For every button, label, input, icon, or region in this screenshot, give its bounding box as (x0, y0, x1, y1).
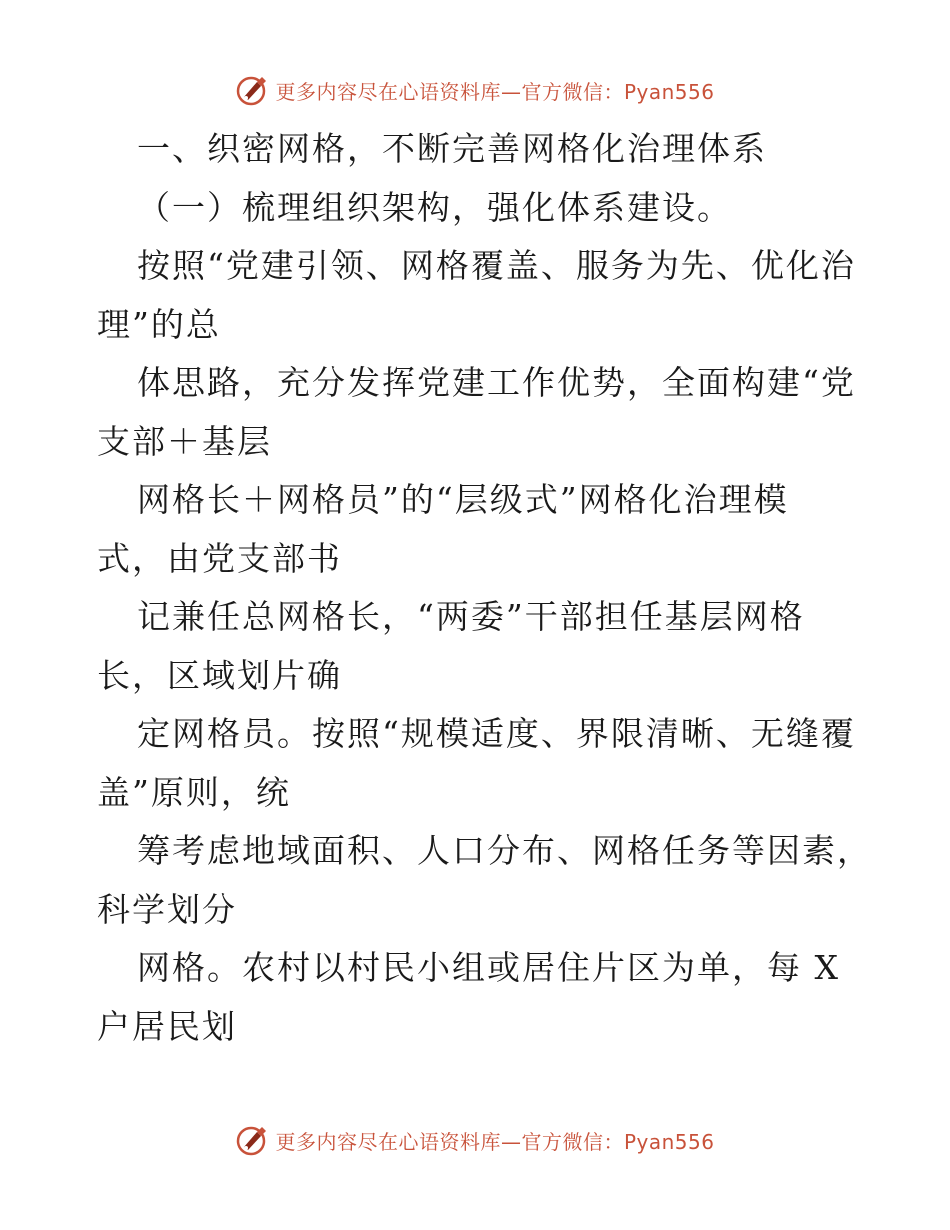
section-heading: 一、织密网格，不断完善网格化治理体系 (137, 129, 767, 168)
logo-icon (235, 73, 269, 107)
paragraph-line: 定网格员。按照“规模适度、界限清晰、无缝覆 (137, 714, 856, 753)
footer-banner-text: 更多内容尽在心语资料库—官方微信：Pyan556 (275, 1129, 715, 1154)
paragraph-line: 支部＋基层 (97, 421, 272, 461)
paragraph-line: 网格。农村以村民小组或居住片区为单，每 X (137, 948, 840, 987)
footer-banner (0, 1118, 950, 1162)
document-body (97, 120, 872, 1056)
paragraph-line: 网格长＋网格员”的“层级式”网格化治理模 (137, 480, 789, 519)
paragraph-line: 式，由党支部书 (97, 538, 342, 578)
logo-icon (235, 1123, 269, 1157)
paragraph-line: 体思路，充分发挥党建工作优势，全面构建“党 (137, 363, 856, 402)
paragraph-line: 科学划分 (97, 889, 237, 929)
paragraph-line: 长，区域划片确 (97, 655, 342, 695)
paragraph-line: 筹考虑地域面积、人口分布、网格任务等因素， (137, 831, 872, 870)
paragraph-line: 理”的总 (97, 304, 221, 344)
paragraph-line: 盖”原则，统 (97, 772, 291, 812)
paragraph-line: 户居民划 (97, 1006, 237, 1046)
header-banner-text: 更多内容尽在心语资料库—官方微信：Pyan556 (275, 79, 715, 104)
paragraph-line: 按照“党建引领、网格覆盖、服务为先、优化治 (137, 246, 856, 285)
paragraph-line: 记兼任总网格长，“两委”干部担任基层网格 (137, 597, 805, 636)
header-banner (0, 68, 950, 112)
subsection-heading: （一）梳理组织架构，强化体系建设。 (137, 187, 732, 227)
